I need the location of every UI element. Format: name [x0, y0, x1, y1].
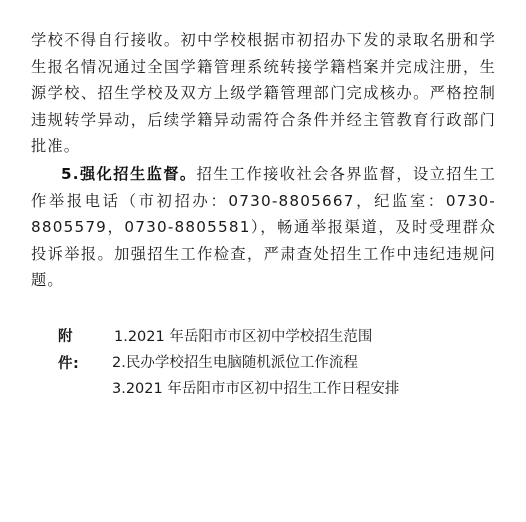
supervision-text: 招生工作接收社会各界监督，设立招生工作举报电话（市初招办：0730-8805667，纪监室：0730-8805579，0730-8805581），畅通举报渠道，及时受理群众投诉举报。加强招生工作检查，严肃查处招生工作中违纪违规问题。 [31, 165, 496, 290]
paragraph-enrollment-registration: 学校不得自行接收。初中学校根据市初招办下发的录取名册和学生报名情况通过全国学籍管理系统转接学籍档案并完成注册，生源学校、招生学校及双方上级学籍管理部门完成核办。严格控制违规转学异动，后续学籍异动需符合条件并经主管教育行政部门批准。 [31, 31, 496, 156]
attachment-item-3: 3.2021 年岳阳市市区初中招生工作日程安排 [112, 381, 400, 397]
section-heading-supervision: 5.强化招生监督。 [61, 165, 197, 183]
attachments-label: 附件: [58, 329, 80, 372]
attachment-item-2: 2.民办学校招生电脑随机派位工作流程 [112, 355, 358, 371]
attachment-item-1: 1.2021 年岳阳市市区初中学校招生范围 [114, 329, 373, 345]
paragraph-supervision [31, 161, 496, 294]
